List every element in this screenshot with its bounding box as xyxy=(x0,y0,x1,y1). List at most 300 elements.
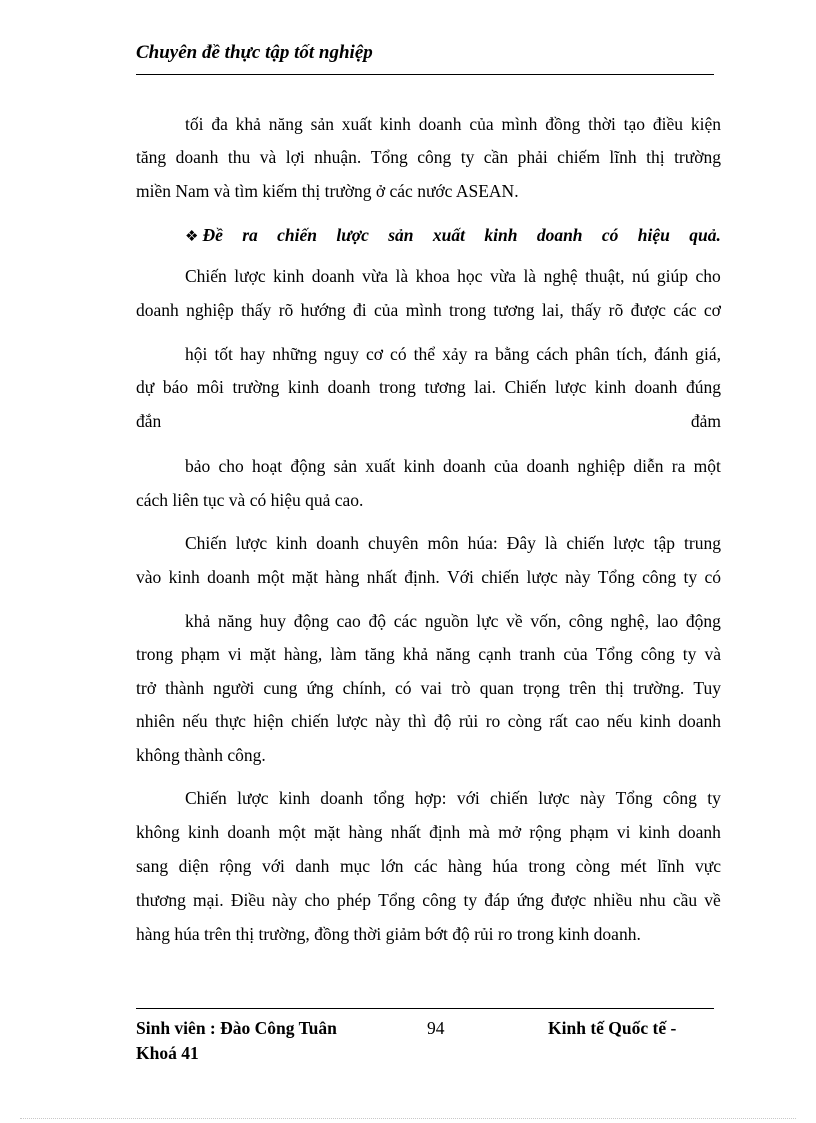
word: ty xyxy=(463,890,478,910)
word: chiến xyxy=(291,711,329,731)
word: này xyxy=(375,711,401,731)
text-line xyxy=(136,300,721,321)
word: vào xyxy=(136,567,162,587)
word: nguồn xyxy=(424,611,469,631)
word: Chiến xyxy=(185,533,227,553)
word: mét xyxy=(620,856,647,876)
word: phép xyxy=(336,890,371,910)
word: mình xyxy=(405,300,442,320)
word: lợi xyxy=(285,147,305,167)
word: công xyxy=(417,147,452,167)
word: lớn xyxy=(380,856,404,876)
word: chiến xyxy=(481,567,520,587)
word: các xyxy=(393,611,418,631)
word: bảo xyxy=(185,456,211,476)
word: nhất xyxy=(390,822,421,842)
word: độ xyxy=(368,611,387,631)
word: đắn xyxy=(136,411,162,431)
word: hướng xyxy=(300,300,346,320)
word: còng xyxy=(575,856,610,876)
word: đáp xyxy=(484,890,510,910)
word: thì xyxy=(407,711,427,731)
word: với xyxy=(456,788,480,808)
section-heading xyxy=(185,225,721,246)
word: những xyxy=(272,344,317,364)
word: diện xyxy=(178,856,209,876)
word: công xyxy=(568,611,603,631)
word: lai. xyxy=(474,377,497,397)
word: được xyxy=(630,300,666,320)
word: cho xyxy=(218,456,244,476)
word: ty xyxy=(682,644,697,664)
word: thị xyxy=(646,147,665,167)
word: có xyxy=(704,567,721,587)
word: húa xyxy=(492,856,518,876)
word: kinh xyxy=(403,456,435,476)
word: nhuận. xyxy=(314,147,362,167)
word: Đây xyxy=(506,533,536,553)
word: thu xyxy=(227,147,251,167)
word: tăng xyxy=(136,147,167,167)
text-line xyxy=(136,822,721,843)
word: vốn, xyxy=(530,611,562,631)
word: phạm xyxy=(181,644,220,664)
word: về xyxy=(506,611,523,631)
heading-word: chiến xyxy=(277,225,318,245)
word: doanh xyxy=(175,147,219,167)
word: giá, xyxy=(695,344,721,364)
word: rõ xyxy=(278,300,294,320)
word: lực xyxy=(476,611,499,631)
word: dự xyxy=(136,377,155,397)
word: môi xyxy=(196,377,224,397)
word: xuất xyxy=(365,456,396,476)
word: doanh xyxy=(227,822,271,842)
word: kinh xyxy=(278,788,310,808)
word: Tổng xyxy=(615,788,653,808)
page-number: 94 xyxy=(427,1018,445,1038)
word: nhiều xyxy=(593,890,633,910)
word: nhu xyxy=(639,890,666,910)
word: lược xyxy=(613,533,645,553)
word: cạnh xyxy=(478,644,512,664)
text-line xyxy=(185,266,721,287)
page-edge-divider xyxy=(20,1118,796,1119)
word: công xyxy=(662,788,697,808)
word: doanh xyxy=(207,567,250,587)
word: động xyxy=(685,611,721,631)
word: là xyxy=(395,266,409,286)
word: báo xyxy=(162,377,189,397)
word: lao xyxy=(656,611,679,631)
word: Điều xyxy=(230,890,265,910)
word: một xyxy=(257,567,285,587)
word: tập xyxy=(653,533,676,553)
word: trọng xyxy=(522,678,560,698)
word: giúp xyxy=(656,266,689,286)
heading-word: quả. xyxy=(689,225,721,245)
word: doanh xyxy=(311,266,355,286)
word: doanh xyxy=(327,377,371,397)
header-divider xyxy=(136,74,714,75)
word: trong xyxy=(136,644,173,664)
word: công xyxy=(642,567,677,587)
word: khả xyxy=(235,114,261,134)
word: tối xyxy=(185,114,204,134)
text-line xyxy=(136,411,721,432)
word: cơ xyxy=(703,300,721,320)
word: nếu xyxy=(182,711,208,731)
word: trong xyxy=(449,300,486,320)
word: tranh xyxy=(519,644,556,664)
word: của xyxy=(469,114,494,134)
word: lược xyxy=(235,533,268,553)
word: quan xyxy=(479,678,514,698)
word: phải xyxy=(517,147,548,167)
heading-word: sản xyxy=(388,225,414,245)
word: ra xyxy=(671,456,686,476)
word: chính, xyxy=(342,678,386,698)
word: hiện xyxy=(253,711,284,731)
text-line xyxy=(185,611,721,632)
word: mở xyxy=(498,822,522,842)
word: huy xyxy=(259,611,287,631)
word: nhất xyxy=(366,567,397,587)
word: của xyxy=(493,456,519,476)
word: kiện xyxy=(690,114,721,134)
word: một xyxy=(693,456,721,476)
word: cho xyxy=(695,266,721,286)
word: này xyxy=(272,890,298,910)
word: hàng xyxy=(348,822,383,842)
word: có xyxy=(390,344,407,364)
word: khả xyxy=(402,644,429,664)
text-line xyxy=(136,890,721,911)
word: trong xyxy=(528,856,566,876)
word: nghệ, xyxy=(610,611,649,631)
word: công xyxy=(422,890,457,910)
word: lược xyxy=(538,788,570,808)
word: ty xyxy=(707,788,721,808)
word: một xyxy=(278,822,306,842)
word: đảm xyxy=(690,411,721,431)
header-title: Chuyên đề thực tập tốt nghiệp xyxy=(136,42,373,63)
word: ty xyxy=(683,567,698,587)
word: trở xyxy=(136,678,156,698)
word: lược xyxy=(336,711,368,731)
word: vừa xyxy=(489,266,516,286)
word: doanh xyxy=(136,300,179,320)
word: nghiệp xyxy=(577,456,626,476)
word: xảy xyxy=(442,344,468,364)
word: chiến xyxy=(490,788,528,808)
word: hàng, xyxy=(283,644,323,664)
word: thời xyxy=(588,114,616,134)
word: đúng xyxy=(685,377,721,397)
word: sản xyxy=(310,114,334,134)
word: kinh xyxy=(639,711,671,731)
word: thấy xyxy=(571,300,602,320)
word: các xyxy=(673,300,697,320)
word: mại. xyxy=(193,890,224,910)
word: Tổng xyxy=(370,147,408,167)
word: học xyxy=(457,266,483,286)
text-line xyxy=(185,456,721,477)
word: Tổng xyxy=(595,644,633,664)
word: trung xyxy=(684,533,721,553)
text-line: miền Nam và tìm kiếm thị trường ở các nước ASEAN. xyxy=(136,181,519,201)
word: phân xyxy=(575,344,610,364)
word: này xyxy=(565,567,591,587)
word: đa xyxy=(211,114,228,134)
text-line xyxy=(185,533,721,554)
word: cung xyxy=(263,678,298,698)
text-line xyxy=(136,644,721,665)
word: hội xyxy=(185,344,208,364)
text-line xyxy=(185,114,721,135)
word: rất xyxy=(549,711,568,731)
word: đánh xyxy=(654,344,689,364)
word: danh xyxy=(295,856,330,876)
heading-word: kinh xyxy=(484,225,518,245)
word: thấy xyxy=(241,300,272,320)
text-line: cách liên tục và có hiệu quả cao. xyxy=(136,490,364,510)
word: Với xyxy=(447,567,474,587)
word: vừa xyxy=(362,266,389,286)
word: không xyxy=(136,822,180,842)
word: cho xyxy=(304,890,330,910)
word: nếu xyxy=(606,711,633,731)
word: doanh xyxy=(320,788,364,808)
word: trên xyxy=(568,678,597,698)
word: mình xyxy=(501,114,538,134)
word: mặt xyxy=(313,822,341,842)
word: thực xyxy=(215,711,246,731)
word: ra xyxy=(474,344,489,364)
word: doanh xyxy=(526,456,570,476)
word: công xyxy=(640,644,675,664)
word: năng xyxy=(268,114,303,134)
text-line xyxy=(136,711,721,732)
text-line xyxy=(185,788,721,809)
word: Chiến xyxy=(185,788,227,808)
word: kinh xyxy=(273,266,305,286)
word: cơ xyxy=(365,344,383,364)
word: doanh xyxy=(678,822,721,842)
text-line: không thành công. xyxy=(136,745,266,765)
word: khoa xyxy=(415,266,450,286)
word: chiến xyxy=(566,533,605,553)
word: các xyxy=(414,856,438,876)
word: lĩnh xyxy=(609,147,637,167)
word: hàng xyxy=(325,567,360,587)
word: khả xyxy=(185,611,211,631)
text-line xyxy=(136,377,721,398)
word: doanh xyxy=(418,114,462,134)
text-line: hàng húa trên thị trường, đồng thời giảm bớt độ rủi ro trong kinh doanh. xyxy=(136,924,641,944)
word: cần xyxy=(483,147,509,167)
word: xuất xyxy=(341,114,372,134)
word: động xyxy=(290,456,326,476)
word: cao xyxy=(575,711,600,731)
word: ro xyxy=(485,711,501,731)
word: vai xyxy=(420,678,443,698)
word: mục xyxy=(339,856,371,876)
word: tổng xyxy=(373,788,405,808)
word: nguy xyxy=(323,344,359,364)
word: kinh xyxy=(188,822,220,842)
word: doanh xyxy=(442,456,486,476)
word: trò xyxy=(451,678,471,698)
word: thành xyxy=(165,678,204,698)
word: nhiên xyxy=(136,711,175,731)
word: sang xyxy=(136,856,169,876)
word: nú xyxy=(631,266,650,286)
footer-department: Kinh tế Quốc tế - xyxy=(548,1018,677,1038)
word: doanh xyxy=(634,377,678,397)
word: trường xyxy=(674,147,721,167)
text-line xyxy=(136,678,721,699)
word: chuyên xyxy=(367,533,419,553)
word: năng xyxy=(218,611,253,631)
word: lược xyxy=(237,788,269,808)
word: rộng xyxy=(219,856,252,876)
word: đi xyxy=(353,300,367,320)
diamond-bullet-icon: ❖ xyxy=(185,229,199,245)
word: ứng xyxy=(516,890,544,910)
word: người xyxy=(213,678,255,698)
word: doanh xyxy=(678,711,721,731)
text-line xyxy=(136,147,721,168)
word: tăng xyxy=(364,644,395,664)
word: mà xyxy=(468,822,490,842)
word: là xyxy=(523,266,537,286)
word: diễn xyxy=(633,456,664,476)
word: lược xyxy=(554,377,587,397)
word: môn xyxy=(427,533,459,553)
heading-word: Đề xyxy=(202,225,223,245)
word: kinh xyxy=(287,377,320,397)
word: sản xyxy=(333,456,357,476)
text-line xyxy=(136,567,721,588)
word: Chiến xyxy=(185,266,227,286)
word: kinh xyxy=(276,533,308,553)
footer-student: Sinh viên : Đào Công Tuân xyxy=(136,1018,337,1038)
word: mặt xyxy=(249,644,276,664)
word: bằng xyxy=(495,344,530,364)
word: và xyxy=(704,644,721,664)
word: hay xyxy=(239,344,266,364)
word: kinh xyxy=(379,114,411,134)
word: cách xyxy=(536,344,569,364)
word: và xyxy=(259,147,277,167)
word: điều xyxy=(652,114,684,134)
word: được xyxy=(550,890,587,910)
word: về xyxy=(704,890,721,910)
word: rủi xyxy=(458,711,479,731)
word: thuật, xyxy=(585,266,625,286)
word: vi xyxy=(227,644,242,664)
word: Tuy xyxy=(693,678,721,698)
word: định xyxy=(429,822,461,842)
word: động xyxy=(293,611,329,631)
word: thương xyxy=(136,890,186,910)
word: doanh xyxy=(316,533,359,553)
word: phạm xyxy=(569,822,609,842)
word: rõ xyxy=(608,300,624,320)
word: tạo xyxy=(623,114,646,134)
heading-word: lược xyxy=(336,225,369,245)
word: tương xyxy=(424,377,466,397)
word: hoạt xyxy=(252,456,283,476)
text-line xyxy=(185,344,721,365)
word: hợp: xyxy=(414,788,447,808)
word: cao xyxy=(336,611,361,631)
word: vi xyxy=(616,822,631,842)
word: ty xyxy=(460,147,475,167)
word: của xyxy=(563,644,588,664)
word: lĩnh xyxy=(657,856,685,876)
word: hàng xyxy=(447,856,482,876)
word: Chiến xyxy=(504,377,547,397)
word: có xyxy=(395,678,412,698)
word: vực xyxy=(694,856,721,876)
footer-divider xyxy=(136,1008,714,1009)
word: này xyxy=(579,788,606,808)
word: năng xyxy=(436,644,471,664)
word: cầu xyxy=(672,890,698,910)
word: còng xyxy=(507,711,542,731)
heading-word: hiệu xyxy=(637,225,670,245)
word: ứng xyxy=(306,678,334,698)
word: đồng xyxy=(545,114,581,134)
heading-first xyxy=(185,225,223,246)
word: kinh xyxy=(594,377,627,397)
word: lược xyxy=(526,567,558,587)
word: húa: xyxy=(467,533,498,553)
heading-word: doanh xyxy=(536,225,583,245)
word: làm xyxy=(330,644,357,664)
footer-class: Khoá 41 xyxy=(136,1043,199,1063)
word: trường. xyxy=(632,678,685,698)
heading-word: ra xyxy=(242,225,258,245)
word: mặt xyxy=(291,567,319,587)
word: nghệ xyxy=(543,266,578,286)
word: là xyxy=(544,533,558,553)
word: kinh xyxy=(168,567,200,587)
text-line xyxy=(136,856,721,877)
word: kinh xyxy=(638,822,670,842)
heading-word: có xyxy=(601,225,619,245)
word: thị xyxy=(605,678,624,698)
word: chiếm xyxy=(557,147,600,167)
word: tốt xyxy=(214,344,233,364)
word: định. xyxy=(404,567,440,587)
word: với xyxy=(261,856,285,876)
word: lược xyxy=(234,266,266,286)
word: độ xyxy=(433,711,452,731)
heading-word: xuất xyxy=(432,225,466,245)
word: của xyxy=(374,300,399,320)
word: trong xyxy=(378,377,416,397)
word: nghiệp xyxy=(186,300,234,320)
word: trường xyxy=(232,377,280,397)
word: tương xyxy=(493,300,535,320)
word: tích, xyxy=(616,344,648,364)
word: Tổng xyxy=(597,567,635,587)
word: rộng xyxy=(529,822,562,842)
word: lai, xyxy=(541,300,564,320)
